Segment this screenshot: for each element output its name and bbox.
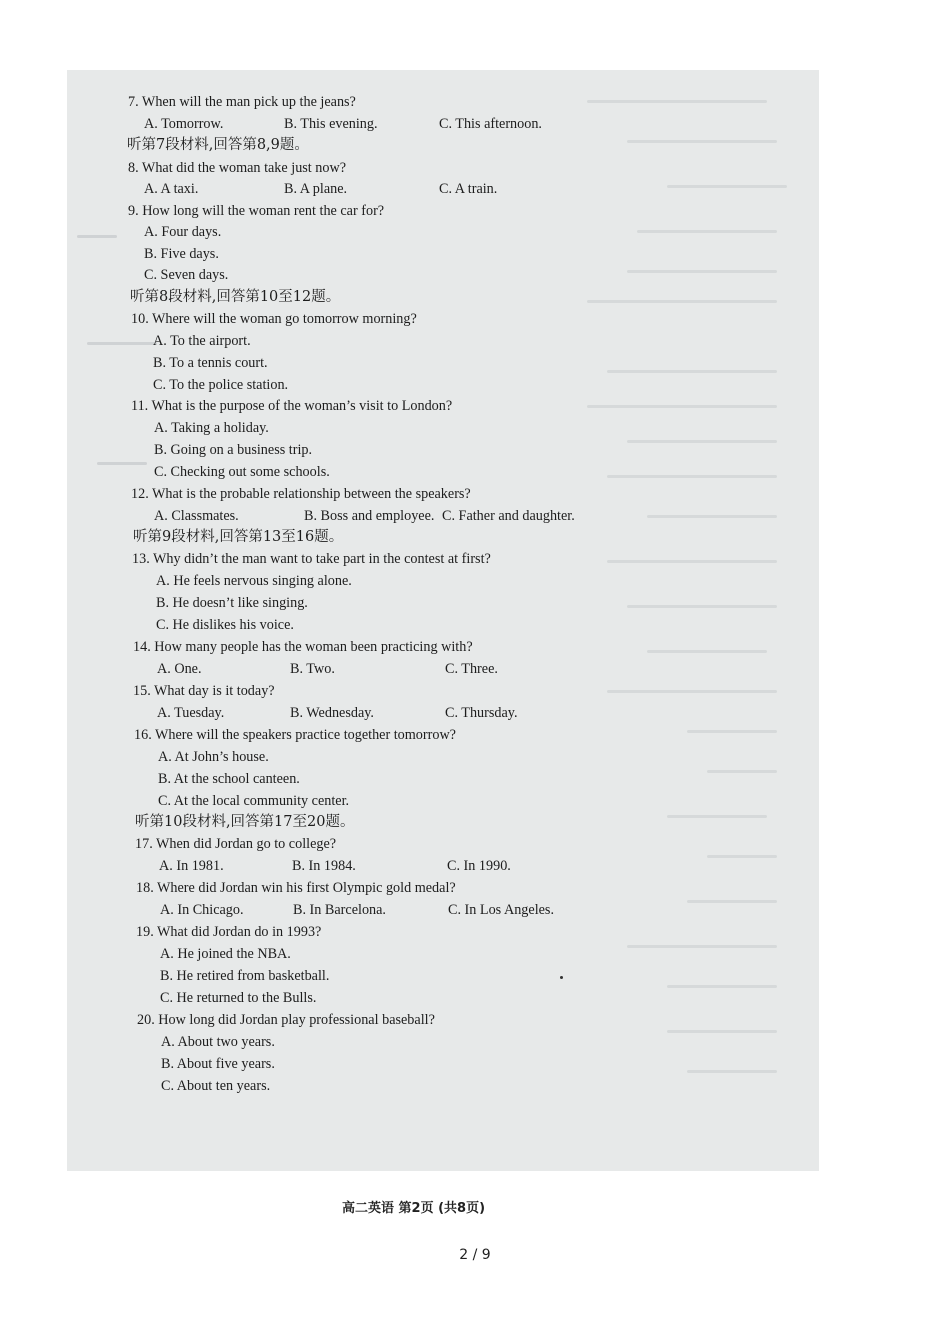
- question-19: 19. What did Jordan do in 1993?: [136, 924, 322, 940]
- question-10: 10. Where will the woman go tomorrow morning?: [131, 311, 417, 327]
- option-c: C. At the local community center.: [158, 793, 350, 809]
- option-b: B. Going on a business trip.: [154, 442, 313, 458]
- options-7: [144, 115, 542, 133]
- option-a: A. He feels nervous singing alone.: [156, 573, 352, 589]
- option-a: A. About two years.: [161, 1034, 275, 1050]
- question-18: 18. Where did Jordan win his first Olympic gold medal?: [136, 880, 456, 896]
- scanned-page: [67, 70, 819, 1216]
- option-c: C. Thursday.: [445, 705, 518, 721]
- options-12: [154, 507, 575, 525]
- option-c: C. Checking out some schools.: [154, 464, 330, 480]
- section-9-heading: 听第9段材料,回答第13至16题。: [133, 529, 344, 545]
- option-a: A. Taking a holiday.: [154, 420, 269, 436]
- option-c: C. In Los Angeles.: [448, 902, 555, 918]
- question-8: 8. What did the woman take just now?: [128, 160, 347, 176]
- page-indicator: 2 / 9: [459, 1247, 491, 1263]
- option-a: A. At John’s house.: [158, 749, 269, 765]
- option-b: B. He retired from basketball.: [160, 968, 330, 984]
- options-18: [160, 901, 554, 919]
- option-a: A. He joined the NBA.: [160, 946, 291, 962]
- option-a: A. Classmates.: [154, 508, 239, 524]
- ink-speck: [560, 976, 563, 979]
- option-c: C. This afternoon.: [439, 116, 542, 132]
- option-a: A. Tomorrow.: [144, 116, 224, 132]
- option-a: A. Four days.: [144, 224, 222, 240]
- options-8: [144, 180, 497, 198]
- option-c: C. A train.: [439, 181, 498, 197]
- option-c: C. He dislikes his voice.: [156, 617, 294, 633]
- exam-content: [67, 70, 819, 1216]
- question-14: 14. How many people has the woman been practicing with?: [133, 639, 473, 655]
- options-17: [159, 857, 511, 875]
- option-b: B. To a tennis court.: [153, 355, 268, 371]
- option-c: C. In 1990.: [447, 858, 511, 874]
- option-b: B. Wednesday.: [290, 705, 374, 721]
- option-b: B. At the school canteen.: [158, 771, 300, 787]
- section-10-heading: 听第10段材料,回答第17至20题。: [135, 814, 355, 830]
- option-c: C. Three.: [445, 661, 498, 677]
- option-b: B. This evening.: [284, 116, 378, 132]
- option-c: C. About ten years.: [161, 1078, 271, 1094]
- question-17: 17. When did Jordan go to college?: [135, 836, 337, 852]
- option-b: B. Boss and employee.: [304, 508, 435, 524]
- question-15: 15. What day is it today?: [133, 683, 275, 699]
- option-c: C. He returned to the Bulls.: [160, 990, 317, 1006]
- question-7: 7. When will the man pick up the jeans?: [128, 94, 356, 110]
- option-b: B. In 1984.: [292, 858, 356, 874]
- question-11: 11. What is the purpose of the woman’s visit to London?: [131, 398, 453, 414]
- question-13: 13. Why didn’t the man want to take part in the contest at first?: [132, 551, 491, 567]
- option-b: B. About five years.: [161, 1056, 275, 1072]
- section-7-heading: 听第7段材料,回答第8,9题。: [127, 137, 309, 153]
- option-a: A. In Chicago.: [160, 902, 244, 918]
- option-b: B. A plane.: [284, 181, 348, 197]
- question-12: 12. What is the probable relationship between the speakers?: [131, 486, 471, 502]
- question-9: 9. How long will the woman rent the car for?: [128, 203, 385, 219]
- option-a: A. Tuesday.: [157, 705, 225, 721]
- option-b: B. He doesn’t like singing.: [156, 595, 308, 611]
- option-b: B. Two.: [290, 661, 335, 677]
- question-16: 16. Where will the speakers practice together tomorrow?: [134, 727, 456, 743]
- option-c: C. To the police station.: [153, 377, 289, 393]
- page-footer: 高二英语 第2页 (共8页): [342, 1201, 486, 1216]
- options-15: [157, 704, 518, 722]
- option-a: A. A taxi.: [144, 181, 199, 197]
- options-14: [157, 660, 498, 678]
- section-8-heading: 听第8段材料,回答第10至12题。: [130, 289, 341, 305]
- option-b: B. In Barcelona.: [293, 902, 386, 918]
- option-a: A. One.: [157, 661, 202, 677]
- question-20: 20. How long did Jordan play professional baseball?: [137, 1012, 435, 1028]
- option-c: C. Seven days.: [144, 267, 229, 283]
- option-a: A. In 1981.: [159, 858, 224, 874]
- option-c: C. Father and daughter.: [442, 508, 575, 524]
- option-b: B. Five days.: [144, 246, 219, 262]
- option-a: A. To the airport.: [153, 333, 251, 349]
